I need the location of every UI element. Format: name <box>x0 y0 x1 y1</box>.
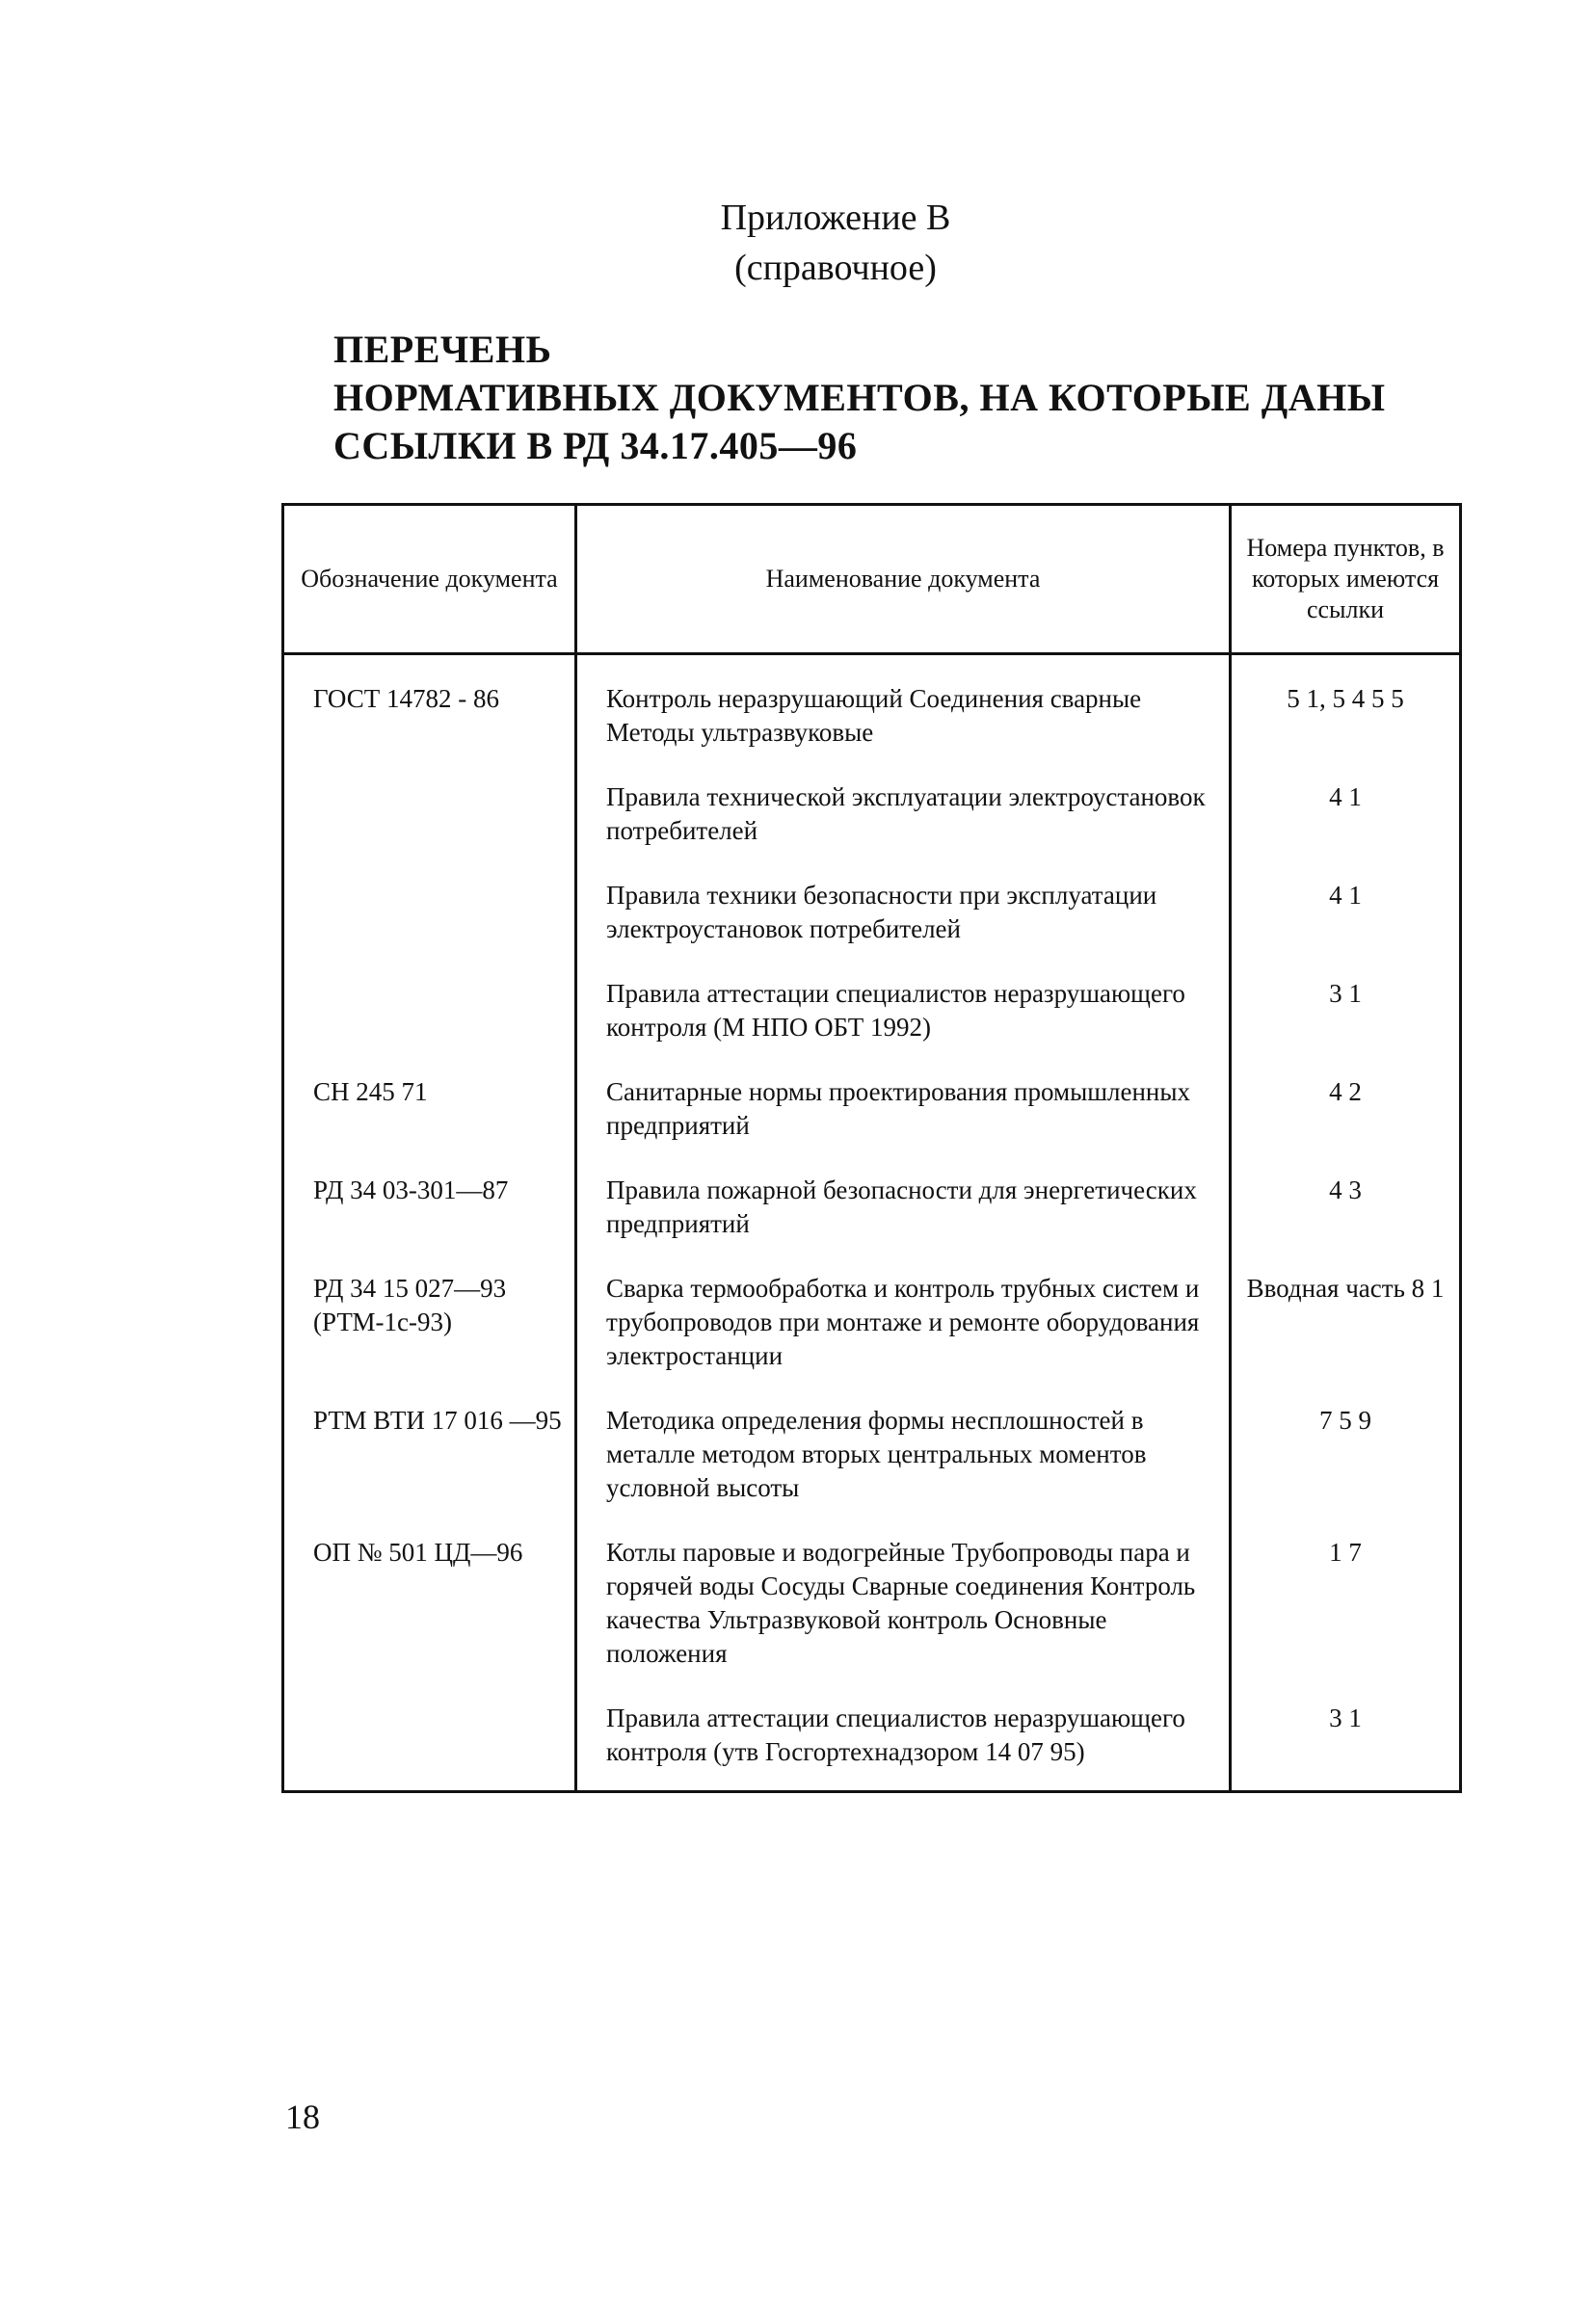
cell-points: 5 1, 5 4 5 5 <box>1231 654 1461 774</box>
cell-name: Правила аттестации специалистов неразрушающего контроля (М НПО ОБТ 1992) <box>576 969 1231 1068</box>
cell-code <box>283 1694 576 1792</box>
cell-points: 7 5 9 <box>1231 1396 1461 1528</box>
cell-name: Правила аттестации специалистов неразрушающего контроля (утв Госгортехнадзором 14 07 95) <box>576 1694 1231 1792</box>
cell-points: 1 7 <box>1231 1528 1461 1694</box>
appendix-label: Приложение В <box>720 198 951 238</box>
appendix-heading <box>0 193 1594 293</box>
table-row <box>283 1068 1461 1166</box>
header-name: Наименование документа <box>576 505 1231 654</box>
cell-points: 3 1 <box>1231 969 1461 1068</box>
title-line: ПЕРЕЧЕНЬ <box>333 328 552 371</box>
table-row <box>283 1264 1461 1396</box>
table-row <box>283 969 1461 1068</box>
cell-points: Вводная часть 8 1 <box>1231 1264 1461 1396</box>
cell-points: 4 2 <box>1231 1068 1461 1166</box>
cell-code <box>283 969 576 1068</box>
cell-points: 4 1 <box>1231 871 1461 969</box>
title-line: ССЫЛКИ В РД 34.17.405—96 <box>333 424 858 467</box>
cell-name: Котлы паровые и водогрейные Трубопроводы пара и горячей воды Сосуды Сварные соединения Контроль качества Ультразвуковой контроль Основные положения <box>576 1528 1231 1694</box>
cell-code: РД 34 03-301—87 <box>283 1166 576 1264</box>
table-header-row <box>283 505 1461 654</box>
cell-name: Правила пожарной безопасности для энергетических предприятий <box>576 1166 1231 1264</box>
table-row <box>283 773 1461 871</box>
cell-points: 4 1 <box>1231 773 1461 871</box>
cell-name: Сварка термообработка и контроль трубных систем и трубопроводов при монтаже и ремонте оборудования электростанции <box>576 1264 1231 1396</box>
cell-code <box>283 871 576 969</box>
documents-table <box>281 503 1462 1793</box>
table-row <box>283 1694 1461 1792</box>
page-number: 18 <box>285 2098 320 2136</box>
cell-code <box>283 773 576 871</box>
cell-points: 3 1 <box>1231 1694 1461 1792</box>
table-row <box>283 1528 1461 1694</box>
cell-code: РД 34 15 027—93 (РТМ-1с-93) <box>283 1264 576 1396</box>
cell-name: Санитарные нормы проектирования промышленных предприятий <box>576 1068 1231 1166</box>
table-row <box>283 1166 1461 1264</box>
document-title <box>333 326 1442 470</box>
header-points: Номера пунктов, в которых имеются ссылки <box>1231 505 1461 654</box>
cell-name: Методика определения формы несплошностей в металле методом вторых центральных моментов условной высоты <box>576 1396 1231 1528</box>
cell-code: РТМ ВТИ 17 016 —95 <box>283 1396 576 1528</box>
cell-name: Контроль неразрушающий Соединения сварные Методы ультразвуковые <box>576 654 1231 774</box>
cell-name: Правила технической эксплуатации электроустановок потребителей <box>576 773 1231 871</box>
cell-code: ГОСТ 14782 - 86 <box>283 654 576 774</box>
title-line: НОРМАТИВНЫХ ДОКУМЕНТОВ, НА КОТОРЫЕ ДАНЫ <box>333 376 1386 419</box>
table-row <box>283 871 1461 969</box>
cell-code: СН 245 71 <box>283 1068 576 1166</box>
table-row <box>283 1396 1461 1528</box>
cell-points: 4 3 <box>1231 1166 1461 1264</box>
cell-name: Правила техники безопасности при эксплуатации электроустановок потребителей <box>576 871 1231 969</box>
table-row <box>283 654 1461 774</box>
cell-code: ОП № 501 ЦД—96 <box>283 1528 576 1694</box>
appendix-note: (справочное) <box>734 248 937 288</box>
header-designation: Обозначение документа <box>283 505 576 654</box>
